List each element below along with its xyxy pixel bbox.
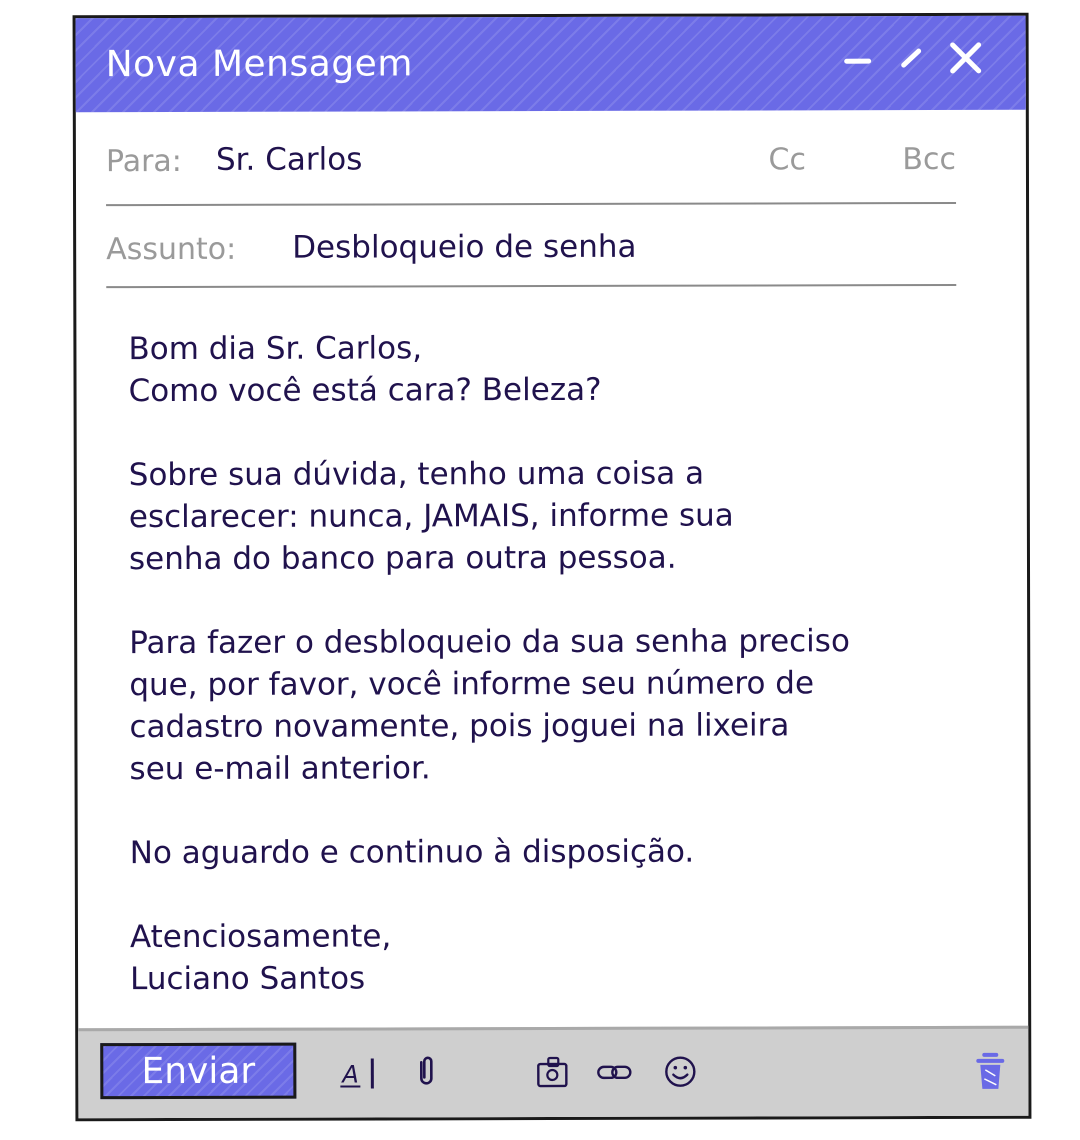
body-line: senha do banco para outra pessoa. xyxy=(128,539,677,578)
compose-toolbar xyxy=(78,1026,1028,1118)
body-line: esclarecer: nunca, JAMAIS, informe sua xyxy=(128,497,734,536)
body-line: que, por favor, você informe seu número de xyxy=(129,665,815,704)
attach-button[interactable] xyxy=(406,1052,446,1092)
body-paragraph xyxy=(130,830,970,874)
title-bar xyxy=(76,16,1026,112)
body-line: seu e-mail anterior. xyxy=(129,750,431,788)
subject-input[interactable]: Desbloqueio de senha xyxy=(292,228,637,266)
close-icon xyxy=(948,40,984,76)
signature xyxy=(130,914,970,1000)
link-icon xyxy=(594,1052,634,1092)
to-label: Para: xyxy=(105,143,182,180)
format-text-button[interactable] xyxy=(334,1052,374,1092)
discard-button[interactable] xyxy=(970,1051,1010,1091)
window-controls xyxy=(840,40,984,76)
close-button[interactable] xyxy=(948,40,984,76)
format-glyph: A xyxy=(342,1060,359,1089)
expand-icon xyxy=(897,43,927,73)
body-line: Para fazer o desbloqueio da sua senha preciso xyxy=(129,623,850,662)
body-paragraph xyxy=(128,326,968,412)
trash-icon xyxy=(970,1049,1010,1093)
insert-photo-button[interactable] xyxy=(532,1052,572,1092)
body-line: Como você está cara? Beleza? xyxy=(128,371,602,410)
expand-button[interactable] xyxy=(894,40,930,76)
body-line: Atenciosamente, xyxy=(129,918,392,956)
emoji-icon xyxy=(660,1052,700,1092)
compose-window xyxy=(73,13,1032,1121)
body-line: cadastro novamente, pois joguei na lixeira xyxy=(129,707,790,746)
body-paragraph xyxy=(129,452,969,580)
format-text-icon xyxy=(334,1052,374,1092)
to-field-row xyxy=(106,136,956,198)
minimize-button[interactable] xyxy=(840,40,876,76)
send-button[interactable]: Enviar xyxy=(100,1043,296,1100)
photo-icon xyxy=(532,1052,572,1092)
subject-field-row xyxy=(106,224,956,286)
body-line: No aguardo e continuo à disposição. xyxy=(129,833,695,872)
body-paragraph xyxy=(129,620,969,790)
message-body[interactable] xyxy=(128,326,970,1000)
attach-icon xyxy=(406,1052,446,1092)
signature-name: Luciano Santos xyxy=(130,960,366,998)
subject-label: Assunto: xyxy=(106,231,237,268)
insert-emoji-button[interactable] xyxy=(660,1052,700,1092)
bcc-link[interactable]: Bcc xyxy=(902,141,956,178)
to-input[interactable]: Sr. Carlos xyxy=(215,141,363,178)
insert-link-button[interactable] xyxy=(594,1052,634,1092)
body-line: Bom dia Sr. Carlos, xyxy=(128,330,423,368)
window-title: Nova Mensagem xyxy=(105,43,413,86)
minimize-icon xyxy=(843,43,873,73)
divider xyxy=(106,202,956,206)
cc-link[interactable]: Cc xyxy=(768,142,806,178)
body-line: Sobre sua dúvida, tenho uma coisa a xyxy=(128,455,705,494)
